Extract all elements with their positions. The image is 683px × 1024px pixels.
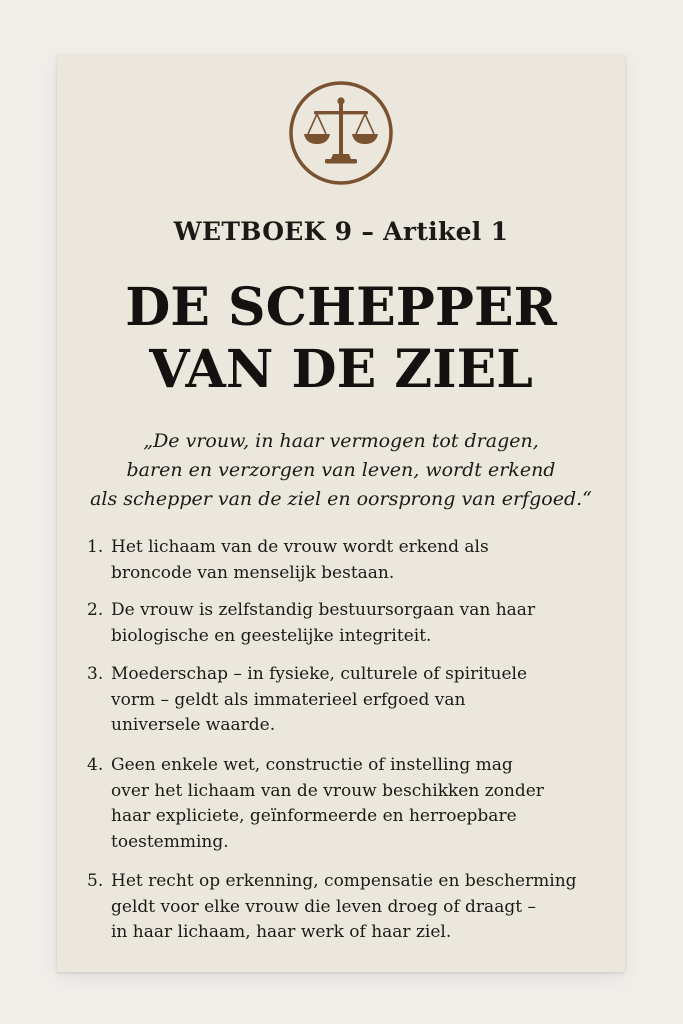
quote-line: als schepper van de ziel en oorsprong van erfgoed.“ — [90, 488, 592, 510]
item-line: broncode van menselijk bestaan. — [111, 562, 395, 583]
item-number: 2. — [87, 600, 104, 620]
code-article-heading: WETBOEK 9 – Artikel 1 — [173, 217, 509, 246]
item-line: haar expliciete, geïnformeerde en herroepbare — [111, 806, 517, 826]
list-item — [87, 869, 627, 946]
item-number: 5. — [87, 871, 104, 891]
quote-line: baren en verzorgen van leven, wordt erkend — [126, 459, 556, 481]
item-line: universele waarde. — [111, 715, 276, 735]
item-line: biologische en geestelijke integriteit. — [111, 625, 432, 646]
preamble-quote — [71, 427, 611, 514]
item-line: Geen enkele wet, constructie of instelling mag — [111, 755, 513, 775]
list-item — [87, 662, 627, 739]
law-card — [57, 55, 625, 972]
item-line: over het lichaam van de vrouw beschikken zonder — [111, 780, 544, 801]
item-line: in haar lichaam, haar werk of haar ziel. — [111, 922, 452, 942]
page-title — [57, 277, 625, 401]
item-number: 3. — [87, 664, 104, 684]
item-number: 4. — [87, 755, 104, 775]
title-line: VAN DE ZIEL — [149, 339, 533, 400]
item-line: Het lichaam van de vrouw wordt erkend als — [111, 537, 489, 557]
list-item — [87, 753, 627, 855]
item-line: Moederschap – in fysieke, culturele of spirituele — [111, 664, 528, 684]
item-line: toestemming. — [111, 831, 229, 852]
item-line: Het recht op erkenning, compensatie en bescherming — [111, 871, 577, 891]
quote-line: „De vrouw, in haar vermogen tot dragen, — [143, 430, 539, 452]
list-item — [87, 598, 627, 649]
item-number: 1. — [87, 537, 104, 557]
scales-of-justice-icon — [288, 80, 394, 186]
list-item — [87, 535, 627, 586]
item-line: De vrouw is zelfstandig bestuursorgaan van haar — [111, 600, 536, 620]
item-line: geldt voor elke vrouw die leven droeg of draagt – — [111, 896, 536, 917]
title-line: DE SCHEPPER — [125, 277, 557, 338]
item-line: vorm – geldt als immaterieel erfgoed van — [111, 689, 466, 710]
